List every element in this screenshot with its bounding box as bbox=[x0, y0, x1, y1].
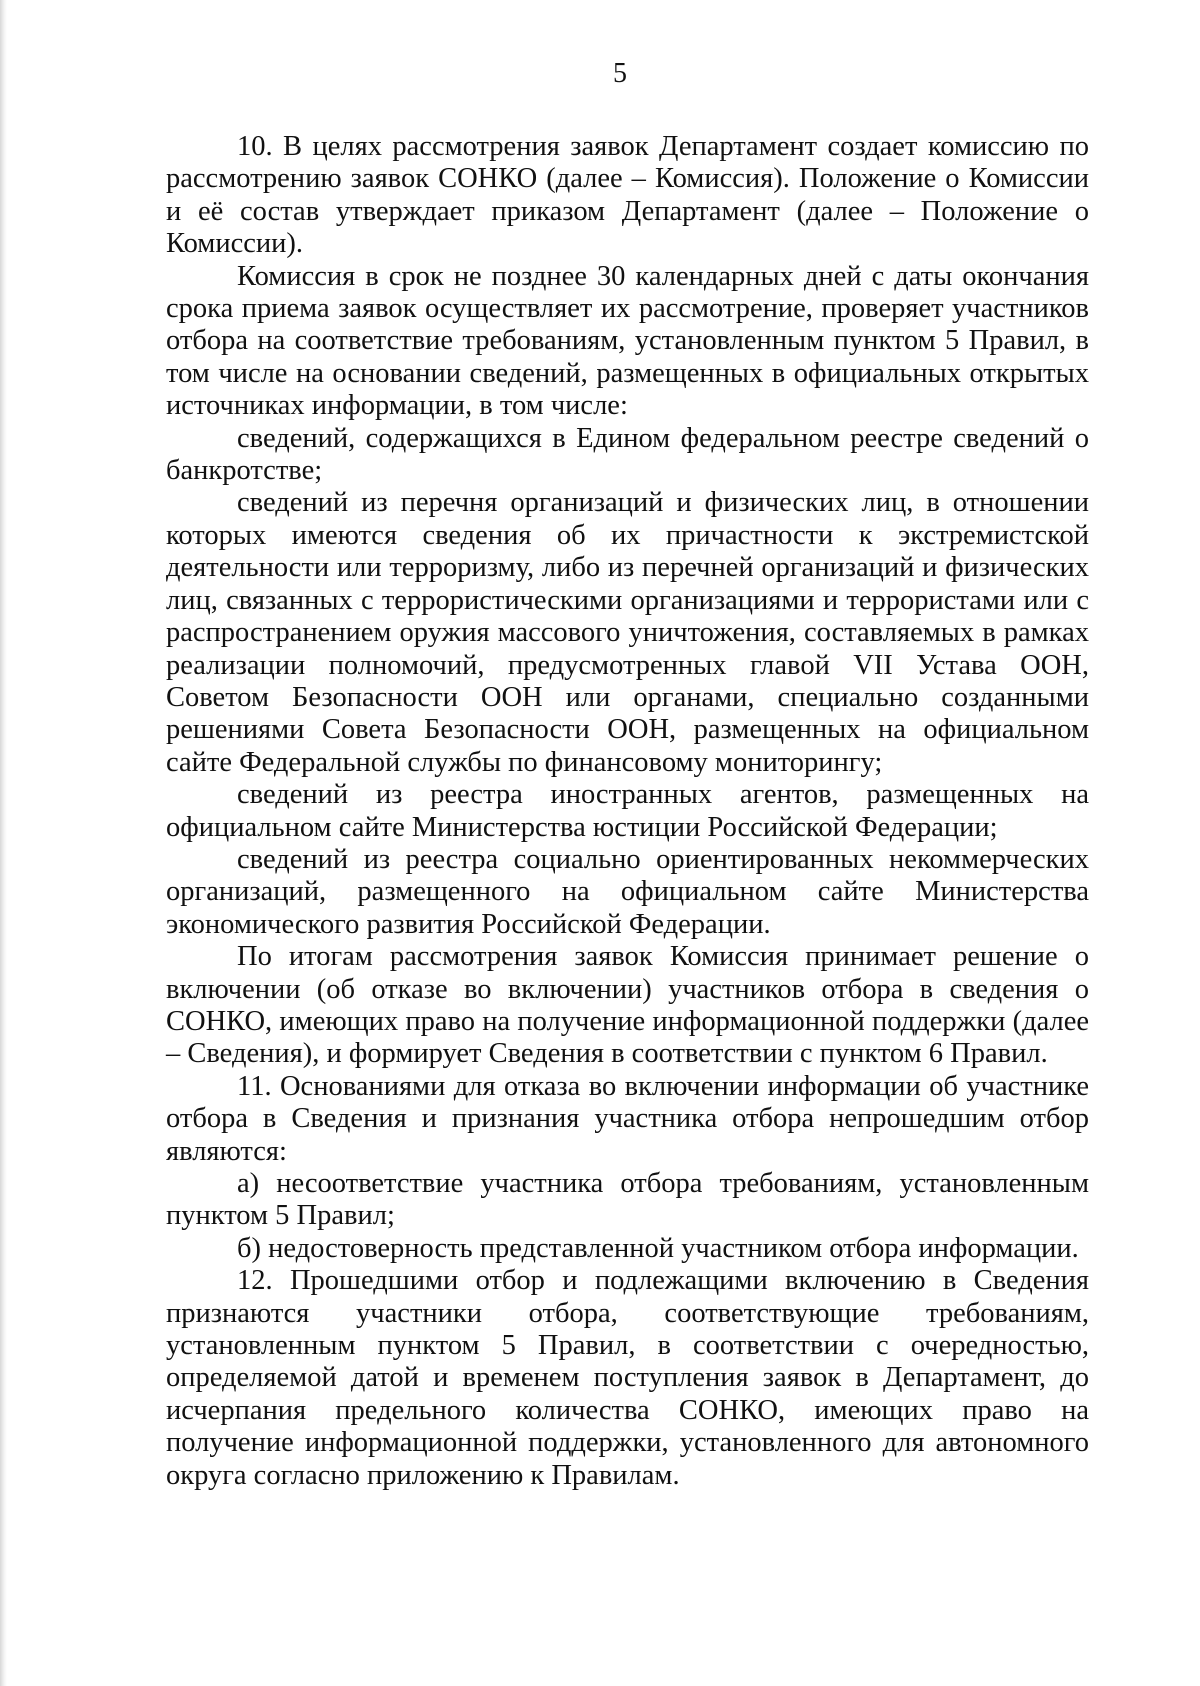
paragraph-12-passed-selection: 12. Прошедшими отбор и подлежащими включению в Сведения признаются участники отбора, соответствующие требованиям, установленным пунктом 5 Правил, в соответствии с очередностью, определяемой датой и временем поступления заявок в Департамент, до исчерпания предельного количества СОНКО, имеющих право на получение информационной поддержки, установленного для автономного округа согласно приложению к Правилам. bbox=[166, 1265, 1089, 1491]
paragraph-sonko-register: сведений из реестра социально ориентированных некоммерческих организаций, размещенного на официальном сайте Министерства экономического развития Российской Федерации. bbox=[166, 843, 1089, 940]
paragraph-review-results: По итогам рассмотрения заявок Комиссия принимает решение о включении (об отказе во включении) участников отбора в сведения о СОНКО, имеющих право на получение информационной поддержки (далее – Сведения), и формирует Сведения в соответствии с пунктом 6 Правил. bbox=[166, 941, 1089, 1070]
paragraph-11-item-b: б) недостоверность представленной участником отбора информации. bbox=[237, 1232, 1079, 1264]
paragraph-11-item-a: а) несоответствие участника отбора требованиям, установленным пунктом 5 Правил; bbox=[166, 1168, 1089, 1232]
scan-edge bbox=[0, 0, 7, 1686]
paragraph-commission-review: Комиссия в срок не позднее 30 календарных дней с даты окончания срока приема заявок осуществляет их рассмотрение, проверяет участников отбора на соответствие требованиям, установленным пунктом 5 Правил, в том числе на основании сведений, размещенных в официальных открытых источниках информации, в том числе: bbox=[166, 260, 1089, 422]
page-number: 5 bbox=[613, 58, 627, 89]
paragraph-bankruptcy-register: сведений, содержащихся в Едином федеральном реестре сведений о банкротстве; bbox=[166, 422, 1089, 487]
paragraph-10-commission: 10. В целях рассмотрения заявок Департамент создает комиссию по рассмотрению заявок СОНКО (далее – Комиссия). Положение о Комиссии и её состав утверждает приказом Департамент (далее – Положение о Комиссии). bbox=[166, 131, 1089, 260]
paragraph-extremism-list: сведений из перечня организаций и физических лиц, в отношении которых имеются сведения об их причастности к экстремистской деятельности или терроризму, либо из перечней организаций и физических лиц, связанных с террористическими организациями и террористами или с распространением оружия массового уничтожения, составляемых в рамках реализации полномочий, предусмотренных главой VII Устава ООН, Советом Безопасности ООН или органами, специально созданными решениями Совета Безопасности ООН, размещенных на официальном сайте Федеральной службы по финансовому мониторингу; bbox=[166, 487, 1089, 778]
document-body bbox=[166, 131, 1089, 1492]
paragraph-11-refusal-grounds: 11. Основаниями для отказа во включении информации об участнике отбора в Сведения и признания участника отбора непрошедшим отбор являются: bbox=[166, 1070, 1089, 1167]
paragraph-foreign-agents: сведений из реестра иностранных агентов, размещенных на официальном сайте Министерства юстиции Российской Федерации; bbox=[166, 779, 1089, 843]
